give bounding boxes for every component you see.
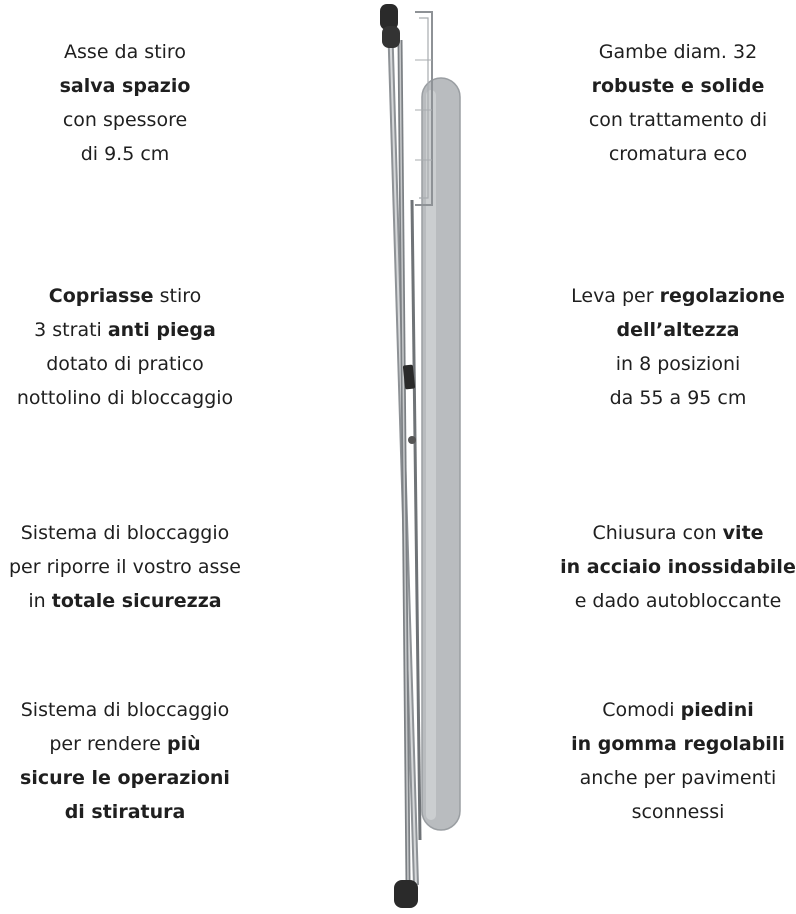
feature-height-lever [553, 279, 796, 415]
feature-text-bold: in gomma regolabili [571, 733, 785, 755]
feature-text: di 9.5 cm [80, 143, 170, 165]
feature-line [553, 727, 796, 761]
feature-line [553, 516, 796, 550]
feature-text: Leva per [571, 285, 660, 307]
feature-text: 3 strati [34, 319, 108, 341]
feature-line [0, 381, 250, 415]
feature-line [0, 761, 250, 795]
feature-text: Asse da stiro [64, 41, 186, 63]
feature-line [553, 693, 796, 727]
feature-line [553, 347, 796, 381]
feature-line [0, 103, 250, 137]
feature-line [553, 137, 796, 171]
feature-text: in 8 posizioni [615, 353, 741, 375]
feature-line [553, 69, 796, 103]
feature-line [0, 347, 250, 381]
feature-text: per riporre il vostro asse [9, 556, 241, 578]
feature-line [0, 693, 250, 727]
feature-text: Sistema di bloccaggio [20, 699, 230, 721]
feature-line [553, 103, 796, 137]
feature-text: cromatura eco [608, 143, 748, 165]
feature-text: da 55 a 95 cm [609, 387, 747, 409]
feature-line [553, 279, 796, 313]
feature-board-cover [0, 279, 250, 415]
feature-text: in [28, 590, 52, 612]
feature-stainless-screw [553, 516, 796, 618]
feature-text: anche per pavimenti [579, 767, 777, 789]
feature-text-bold: di stiratura [64, 801, 186, 823]
feature-line [0, 795, 250, 829]
feature-text: sconnessi [631, 801, 725, 823]
feature-text: e dado autobloccante [574, 590, 782, 612]
feature-text-bold: dell’altezza [616, 319, 740, 341]
feature-text-bold: in acciaio inossidabile [560, 556, 796, 578]
feature-text-bold: sicure le operazioni [20, 767, 230, 789]
feature-text-bold: vite [722, 522, 764, 544]
feature-space-saving-board [0, 35, 250, 171]
feature-text: con trattamento di [588, 109, 768, 131]
feature-text: nottolino di bloccaggio [16, 387, 234, 409]
feature-line [0, 313, 250, 347]
feature-line [0, 35, 250, 69]
rubber-foot [394, 880, 418, 908]
feature-line [553, 584, 796, 618]
feature-text: stiro [153, 285, 202, 307]
pivot-screw [408, 436, 416, 444]
feature-text-bold: regolazione [659, 285, 785, 307]
feature-text: dotato di pratico [46, 353, 204, 375]
feature-legs [553, 35, 796, 171]
feature-text: Gambe diam. 32 [598, 41, 758, 63]
feature-line [0, 550, 250, 584]
folded-ironing-board-image [370, 0, 470, 914]
feature-text: Chiusura con [592, 522, 723, 544]
feature-line [553, 35, 796, 69]
feature-text-bold: anti piega [107, 319, 216, 341]
feature-rubber-feet [553, 693, 796, 829]
feature-storage-lock [0, 516, 250, 618]
feature-line [553, 313, 796, 347]
feature-line [553, 761, 796, 795]
top-cap-rear [382, 26, 400, 48]
feature-text-bold: Copriasse [48, 285, 154, 307]
feature-line [0, 516, 250, 550]
feature-ironing-lock [0, 693, 250, 829]
feature-line [553, 381, 796, 415]
feature-text-bold: più [166, 733, 201, 755]
feature-line [553, 795, 796, 829]
feature-text-bold: robuste e solide [591, 75, 765, 97]
feature-text-bold: piedini [680, 699, 754, 721]
feature-line [553, 550, 796, 584]
feature-line [0, 69, 250, 103]
feature-text: con spessore [62, 109, 188, 131]
feature-text: per rendere [49, 733, 167, 755]
feature-line [0, 727, 250, 761]
feature-text-bold: salva spazio [59, 75, 191, 97]
feature-text-bold: totale sicurezza [51, 590, 222, 612]
feature-line [0, 584, 250, 618]
feature-line [0, 137, 250, 171]
feature-text: Comodi [602, 699, 681, 721]
feature-line [0, 279, 250, 313]
feature-text: Sistema di bloccaggio [20, 522, 230, 544]
